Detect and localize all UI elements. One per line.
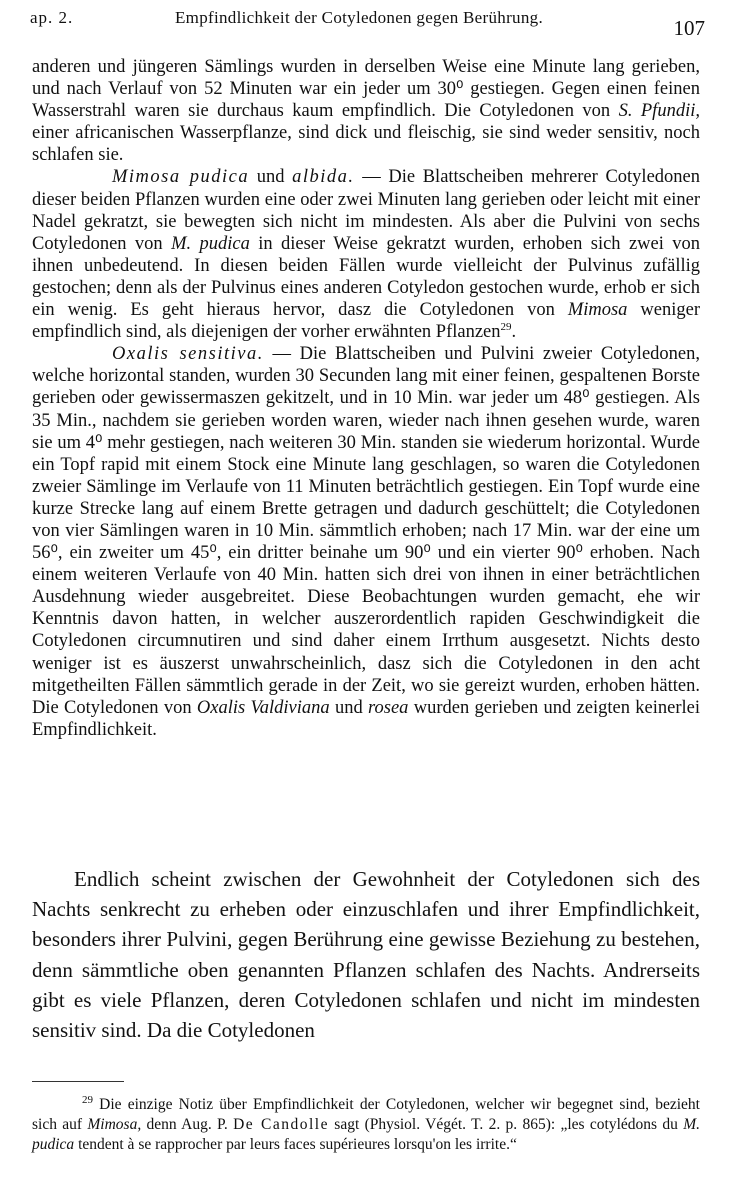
paragraph-sarracenia: [32, 56, 700, 166]
species-name: M. pudica: [32, 1116, 700, 1154]
species-name: rosea: [368, 697, 409, 718]
species-name: S. Pfundii,: [618, 101, 700, 122]
main-text-section: [32, 864, 700, 1045]
text-run: tendent à se rapprocher par leurs faces supérieures lorsqu'on les irrite.“: [74, 1136, 517, 1154]
species-heading: albida.: [292, 167, 355, 188]
species-name: Mimosa,: [87, 1116, 142, 1134]
footnote-reference: 29: [500, 320, 512, 333]
footnote-rule: [32, 1081, 124, 1082]
small-print-section: [32, 56, 700, 741]
chapter-label: ap. 2.: [30, 8, 74, 27]
text-run: in dieser Weise gekratzt wurden, erhoben sich zwei von ihnen unbedeutend. In diesen beiden Fällen wurde vielleicht der Pulvinus zufällig gestochen; denn als der Pulvinus eines anderen Cotyledon gestochen wurde, erhob er sich ein wenig. Es geht hieraus hervor, dasz die Cotyledonen von: [32, 233, 700, 321]
species-name: M. pudica: [171, 233, 250, 254]
paragraph-oxalis: [32, 343, 700, 741]
text-run: — Die Blattscheiben mehrerer Cotyledonen dieser beiden Pflanzen wurden eine oder zwei Minuten lang gerieben oder leicht mit einer Nadel gekratzt, sie bewegten sich nicht im mindesten. Als aber die Pulvini von sechs Cotyledonen von: [32, 167, 700, 254]
text-run: und: [329, 697, 368, 718]
text-run: sagt (Physiol. Végét. T. 2. p. 865): „les cotylédons du: [328, 1116, 684, 1134]
paragraph-mimosa: [32, 166, 700, 343]
species-heading: Mimosa pudica: [112, 167, 250, 188]
footnote-29: [32, 1095, 700, 1156]
text-run: einer africanischen Wasserpflanze, sind dick und fleischig, sie sind weder sensitiv, noch schlafen sie.: [32, 123, 700, 166]
page-number: 107: [673, 16, 705, 40]
text-run: anderen und jüngeren Sämlings wurden in derselben Weise eine Minute lang gerieben, und nach Verlauf von 52 Minuten war ein jeder um 30⁰ gestiegen. Gegen einen feinen Wasserstrahl waren sie durchaus kaum empfindlich. Die Cotyledonen von: [32, 57, 700, 122]
species-heading: Oxalis sensitiva.: [112, 344, 264, 365]
species-name: Oxalis Valdiviana: [196, 697, 330, 718]
running-header: [30, 6, 705, 40]
running-title: Empfindlichkeit der Cotyledonen gegen Berührung.: [175, 8, 544, 27]
author-name: De Candolle: [233, 1116, 329, 1134]
text-run: weniger empfindlich sind, als diejenigen der vorher erwähnten Pflanzen: [32, 300, 700, 343]
text-run: denn Aug. P.: [141, 1116, 234, 1134]
species-name: Mimosa: [567, 300, 628, 321]
text-run: — Die Blattscheiben und Pulvini zweier Cotyledonen, welche horizontal standen, wurden 30 Secunden lang mit einer feinen, gespaltenen Borste gerieben oder gewissermaszen gekitzelt, und in 10 Min. war jeder um 48⁰ gestiegen. Als 35 Min., nachdem sie gerieben worden waren, wieder nach ihnen gesehen wurde, waren sie um 4⁰ mehr gestiegen, nach weiteren 30 Min. standen sie wiederum horizontal. Wurde ein Topf rapid mit einem Stock eine Minute lang geschlagen, so waren die Cotyledonen zweier Sämlinge im Verlaufe von 11 Minuten beträchtlich gestiegen. Ein Topf wurde eine kurze Strecke lang auf einem Brette getragen und dadurch geschüttelt; die Cotyledonen von vier Sämlingen waren in 10 Min. sämmtlich erhoben; nach 17 Min. war der eine um 56⁰, ein zweiter um 45⁰, ein dritter beinahe um 90⁰ und ein vierter 90⁰ erhoben. Nach einem weiteren Verlaufe von 40 Min. hatten sich drei von ihnen in einer beträchtlichen Ausdehnung wieder ausgebreitet. Diese Beobachtungen wurden gemacht, ehe wir Kenntnis davon hatten, in welcher auszerordentlich rapiden Geschwindigkeit die Cotyledonen circumnutiren und sind daher einem Irrthum ausgesetzt. Nichts desto weniger ist es äuszerst unwahrscheinlich, dasz sich die Cotyledonen in den acht mitgetheilten Fällen sämmtlich gerade in der Zeit, wo sie gereizt wurden, erhoben hätten. Die Cotyledonen von: [32, 344, 700, 718]
footnote-text: [32, 1095, 700, 1156]
footnote-number: 29: [82, 1093, 93, 1106]
text-run: wurden gerieben und zeigten keinerlei Empfindlichkeit.: [32, 697, 700, 740]
text-run: Die einzige Notiz über Empfindlichkeit der Cotyledonen, welcher wir begegnet sind, bezieht sich auf: [32, 1096, 700, 1134]
paragraph-sleep-relation: Endlich scheint zwischen der Gewohnheit der Cotyledonen sich des Nachts senkrecht zu erheben oder einzuschlafen und ihrer Empfindlichkeit, besonders ihrer Pulvini, gegen Berührung eine gewisse Beziehung zu bestehen, denn sämmtliche oben genannten Pflanzen schlafen des Nachts. Andrerseits gibt es viele Pflanzen, deren Cotyledonen schlafen und nicht im mindesten sensitiv sind. Da die Cotyledonen: [32, 867, 700, 1043]
text-run: und: [249, 167, 293, 188]
text-run: .: [511, 322, 517, 343]
